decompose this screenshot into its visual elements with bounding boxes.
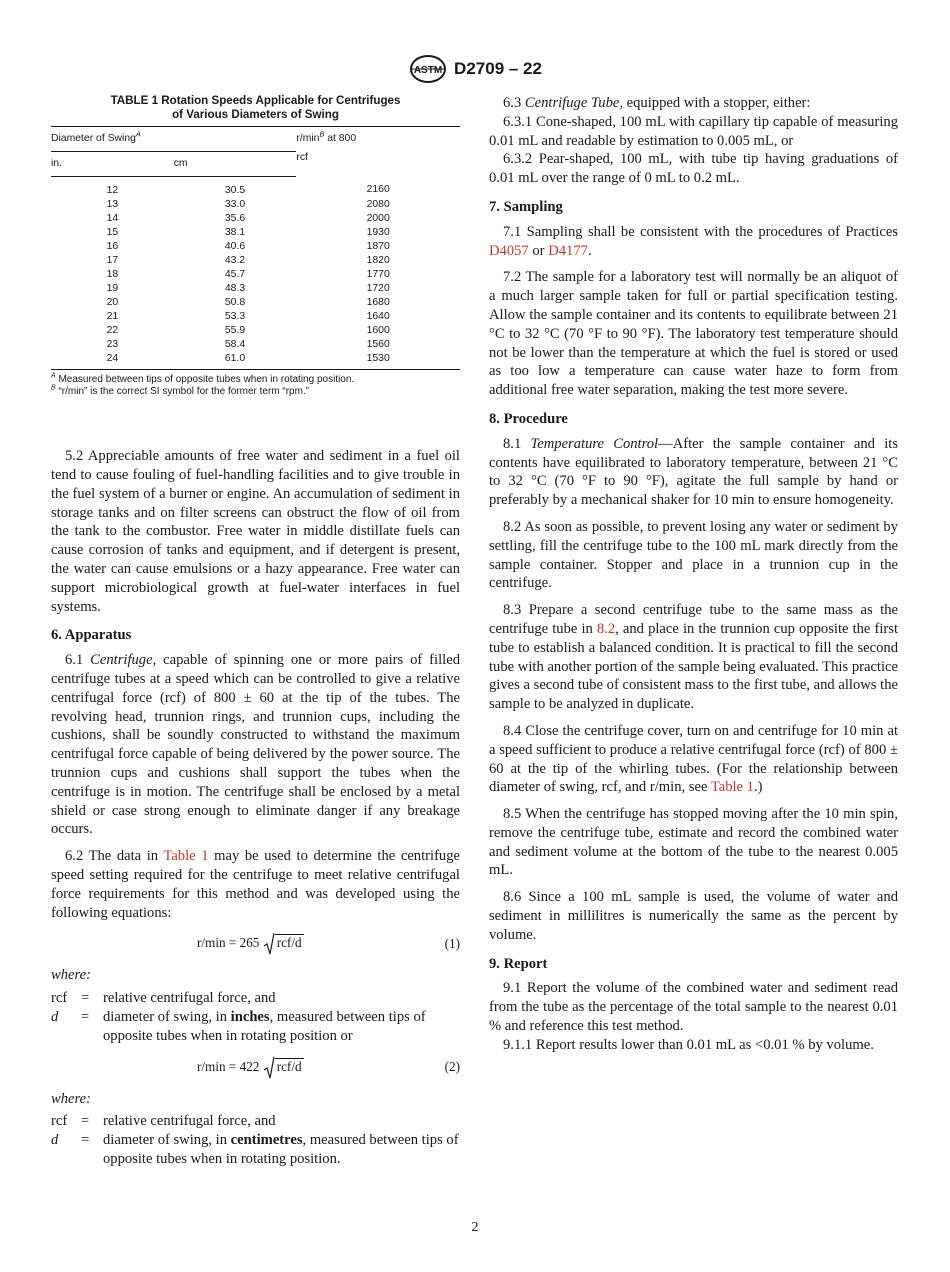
table-cell: 61.0: [174, 352, 297, 370]
table-cell: 1930: [366, 226, 390, 238]
table-cell: 15: [106, 226, 119, 238]
table-note-a: $^A$ Measured between tips of opposite tubes when in rotating position.: [51, 372, 355, 385]
paragraph-9-1: 9.1 Report the volume of the combined water and sediment read from the tube as the percentage of the total sample to the nearest 0.01 % and reference this test method.: [489, 980, 898, 1035]
right-column: [489, 94, 898, 1055]
table-row: [51, 352, 460, 370]
page-header: [0, 52, 950, 86]
table-cell: 1640: [366, 310, 390, 322]
table-cell: 2080: [366, 198, 390, 210]
astm-logo-icon: [408, 54, 448, 84]
radical-sign-icon: [263, 1056, 275, 1080]
table-cell: 2000: [366, 212, 390, 224]
table-cell: 1560: [366, 338, 390, 350]
table-row: [51, 268, 460, 282]
table-cell: 22: [106, 324, 119, 336]
section-heading-6: 6. Apparatus: [51, 627, 132, 644]
paragraph-6-3: 6.3 Centrifuge Tube, equipped with a stopper, either:: [503, 95, 811, 111]
rotation-speed-table: [51, 126, 460, 370]
table-cell: 1720: [366, 282, 390, 294]
table-cell: 14: [106, 212, 119, 224]
col-header-in: in.: [51, 151, 174, 176]
equation-number: (1): [444, 935, 460, 951]
table-row: [51, 324, 460, 338]
table-cell: 13: [106, 198, 119, 210]
left-column: [51, 94, 460, 1169]
table-cell: 1870: [366, 240, 390, 252]
svg-text:ASTM: ASTM: [413, 65, 443, 76]
paragraph-8-2: 8.2 As soon as possible, to prevent losing any water or sediment by settling, fill the centrifuge tube to the 100 mL mark directly from the sample container. Stopper and place in a trunnion cup in the centrifuge.: [489, 518, 898, 592]
table-cell: 2160: [366, 184, 390, 196]
d4057-link[interactable]: D4057: [489, 242, 529, 259]
table-row: [51, 338, 460, 352]
page-number: 2: [471, 1220, 479, 1235]
table-cell: 1600: [366, 324, 390, 336]
table-cell: 48.3: [224, 282, 246, 294]
table-1: [51, 94, 460, 399]
table-cell: 18: [106, 268, 119, 280]
table-1-link[interactable]: Table 1: [710, 779, 754, 796]
document-designation: D2709 – 22: [454, 59, 542, 78]
table-row: [51, 176, 460, 198]
table-cell: 40.6: [224, 240, 246, 252]
table-cell: 53.3: [224, 310, 246, 322]
table-notes: [51, 374, 460, 400]
paragraph-6-2: 6.2 The data in Table 1 may be used to determine the centrifuge speed setting required for the centrifuge to meet relative centrifugal force requirements for this method and was developed using the following equations:: [51, 848, 460, 921]
table-row: [51, 310, 460, 324]
section-heading-7: 7. Sampling: [489, 198, 563, 215]
paragraph-8-4: 8.4 Close the centrifuge cover, turn on and centrifuge for 10 min at a speed sufficient to produce a relative centrifugal force (rcf) of 800 ± 60 at the tip of the whirling tubes. (For the relationship between diameter of swing, rcf, and r/min, see Table 1.): [489, 722, 898, 796]
paragraph-6-3-1: 6.3.1 Cone-shaped, 100 mL with capillary tip capable of measuring 0.01 mL and readable by estimation to 0.005 mL, or: [489, 113, 898, 149]
paragraph-9-1-1: 9.1.1 Report results lower than 0.01 mL as <0.01 % by volume.: [503, 1036, 874, 1053]
where-label: where:: [51, 1090, 91, 1107]
table-row: [51, 296, 460, 310]
paragraph-8-6: 8.6 Since a 100 mL sample is used, the volume of water and sediment in millilitres is numerically the same as the percent by volume.: [489, 889, 898, 943]
table-cell: 12: [106, 184, 119, 196]
table-cell: 17: [106, 254, 119, 266]
table-cell: 24: [51, 352, 174, 370]
paragraph-6-3-2: 6.3.2 Pear-shaped, 100 mL, with tube tip having graduations of 0.01 mL over the range of 0 mL to 0.2 mL.: [489, 151, 898, 187]
table-cell: 1680: [366, 296, 390, 308]
table-cell: 43.2: [224, 254, 246, 266]
col-header-cm: cm: [174, 151, 297, 176]
definitions-2: rcf = relative centrifugal force, and d = diameter of swing, in centimetres, measured between tips of opposite tubes when in rotating position.: [51, 1113, 459, 1167]
section-heading-8: 8. Procedure: [489, 410, 568, 427]
table-row: [51, 254, 460, 268]
table-cell: 1820: [366, 254, 390, 266]
paragraph-8-3: 8.3 Prepare a second centrifuge tube to the same mass as the centrifuge tube in 8.2, and place in the trunnion cup opposite the first tube to establish a balanced condition. It is practical to fill the second tube with another portion of the sample being evaluated. This practice gives a second tube of consistent mass to the first tube, and allows the sample to be analyzed in duplicate.: [489, 602, 899, 713]
table-cell: 23: [106, 338, 119, 350]
table-cell: 19: [106, 282, 119, 294]
paragraph-7-1: 7.1 Sampling shall be consistent with the procedures of Practices D4057 or D4177.: [489, 223, 898, 259]
definitions-1: rcf = relative centrifugal force, and d = diameter of swing, in inches, measured between tips of opposite tubes when in rotating position or: [51, 990, 426, 1044]
paragraph-8-5: 8.5 When the centrifuge has stopped moving after the 10 min spin, remove the centrifuge tube, estimate and record the combined water and sediment volume at the bottom of the tube to the nearest 0.005 mL.: [489, 806, 898, 879]
table-row: [51, 212, 460, 226]
where-label: where:: [51, 967, 91, 984]
table-cell: 16: [106, 240, 119, 252]
table-cell: 45.7: [224, 268, 246, 280]
section-8-2-link[interactable]: 8.2: [596, 620, 616, 637]
paragraph-5-2: 5.2 Appreciable amounts of free water and sediment in a fuel oil tend to cause fouling of fuel-handling facilities and to give trouble in the fuel system of a burner or engine. An accumulation of sediment in storage tanks and on filter screens can obstruct the flow of oil from the tank to the combustor. Free water in middle distillate fuels can cause corrosion of tanks and equipment, and if detergent is present, the water can cause emulsions or a hazy appearance. Free water can support microbiological growth at fuel-water interfaces in fuel systems.: [51, 448, 460, 615]
table-row: [51, 240, 460, 254]
table-cell: 1530: [296, 352, 460, 370]
table-cell: 20: [106, 296, 119, 308]
paragraph-8-1: 8.1 Temperature Control—After the sample container and its contents have equilibrated to laboratory temperature, between 21 °C to 32 °C (70 °F to 90 °F), agitate the full sample by hand or preferably by a mechanical shaker for 10 min to ensure homogeneity.: [489, 435, 899, 509]
table-note-b: $^B$ “r/min” is the correct SI symbol for the former term “rpm.”: [51, 385, 310, 398]
table-caption: TABLE 1 Rotation Speeds Applicable for Centrifuges of Various Diameters of Swing: [110, 94, 401, 121]
col-group-header: Diameter of Swing$^A$: [51, 127, 296, 152]
equation-2: r/min = 422 rcf/d (2): [51, 1056, 460, 1080]
paragraph-6-1: 6.1 Centrifuge, capable of spinning one or more pairs of filled centrifuge tubes at a speed which can be controlled to give a relative centrifugal force (rcf) of 800 ± 60 at the tip of the tubes. The revolving head, trunnion rings, and trunnion cups, including the cushions, shall be soundly constructed to withstand the maximum centrifugal force capable of being delivered by the power source. The trunnion cups and cushions shall support the tubes when the centrifuge is in motion. The centrifuge shall be enclosed by a metal shield or case strong enough to eliminate danger if any breakage occurs.: [51, 652, 460, 838]
paragraph-7-2: 7.2 The sample for a laboratory test will normally be an aliquot of a much larger sample taken for full or partial specification testing. Allow the sample container and its contents to equilibrate between 21 °C to 32 °C (70 °F to 90 °F). The laboratory test temperature should not be lower than the temperature at which the fuel is stored or used as too low a temperature can cause water haze to form from additional free water separation, making the test more severe.: [489, 269, 898, 399]
table-1-link[interactable]: Table 1: [163, 848, 209, 865]
table-row: [51, 198, 460, 212]
table-cell: 50.8: [224, 296, 246, 308]
table-cell: 55.9: [224, 324, 246, 336]
table-cell: 1770: [366, 268, 390, 280]
table-cell: 38.1: [224, 226, 246, 238]
equation-1: r/min = 265 rcf/d (1): [51, 932, 460, 956]
radical-sign-icon: [263, 932, 275, 956]
table-cell: 33.0: [224, 198, 246, 210]
table-cell: 58.4: [224, 338, 246, 350]
table-row: [51, 282, 460, 296]
col-header-rmin: $r/\min^B$ at 800 rcf: [296, 127, 460, 177]
table-row: [51, 226, 460, 240]
table-cell: 30.5: [224, 184, 246, 196]
table-cell: 21: [106, 310, 119, 322]
equation-number: (2): [444, 1059, 460, 1075]
d4177-link[interactable]: D4177: [548, 242, 588, 259]
table-cell: 35.6: [224, 212, 246, 224]
section-heading-9: 9. Report: [489, 955, 548, 972]
